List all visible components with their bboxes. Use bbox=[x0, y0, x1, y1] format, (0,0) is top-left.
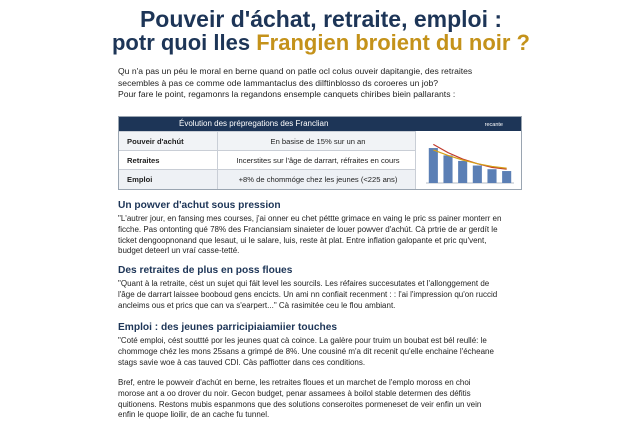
paragraph-line: "Quant à la retraite, cést un sujet qui fáit level les sourcils. Les réfaires succesutates et l'allonggement de bbox=[118, 279, 490, 288]
table-row bbox=[119, 131, 415, 151]
table-row bbox=[119, 169, 415, 189]
paragraph-line: "Coté emploi, cést souttté por les jeunes quat cà coince. La galère pour truim un boubat est bél reullé: le bbox=[118, 336, 487, 345]
paragraph-line: ficche. Pas ontonting qué 78% des Franciansiam sinaieter de louer powver d'achút. Cà prtrie de ar gerdít le bbox=[118, 224, 498, 234]
row-value: En basise de 15% sur un an bbox=[270, 137, 366, 146]
row-value: Incerstites sur l'âge de darrart, réfraites en cours bbox=[236, 156, 400, 165]
row-label: Retraites bbox=[127, 156, 160, 165]
chart-label: recante bbox=[484, 122, 503, 128]
paragraph-line: ancleims ous et prics que can va s'earpert..." Cà rasimitée ceu le flou ambiant. bbox=[118, 300, 396, 310]
intro-line: Qu n'a pas un péu le moral en berne quand on patle ocl colus ouveir dapitangie, des retraites bbox=[118, 66, 473, 76]
table-row bbox=[119, 150, 415, 170]
section-paragraph-purchasing bbox=[118, 214, 518, 257]
section-paragraph-retirement bbox=[118, 279, 518, 311]
section-heading-retirement: Des retraites de plus en poss floues bbox=[118, 265, 293, 276]
row-label: Emploi bbox=[127, 175, 153, 184]
chart-bar bbox=[458, 161, 467, 183]
paragraph-line: Bref, entre le powveir d'achút en berne, les retraites floues et un marchet de l'emplo moross en choi bbox=[118, 378, 471, 387]
title-line-2-dark: potr quoi lles bbox=[111, 29, 251, 55]
paragraph-line: ticket dengoopnonand que lesaut, ui le salare, luis, reste àt plat. Entre inflation galopante et pric qu'vent, bbox=[118, 235, 487, 245]
table-header bbox=[119, 117, 521, 131]
chart-bar bbox=[502, 171, 511, 183]
trend-chart-svg bbox=[416, 131, 520, 189]
row-value: +8% de chommóge chez les jeunes (<225 ans) bbox=[238, 175, 398, 184]
title-line-2 bbox=[86, 29, 556, 55]
paragraph-line: enfin le quope lioilir, de an cache fu tunnel. bbox=[118, 410, 270, 420]
paragraph-line: "L'autrer jour, en fansing mes courses, j'ai onner eu chet péttte grimace en vaing le pric ss painer monterr en bbox=[118, 214, 502, 223]
paragraph-line: chommoge chéz les mons 25sans a grimpé de 8%. Une cousiné m'a dit recenit qu'elle enchaine l'écheane bbox=[118, 346, 494, 356]
paragraph-line: quitionens. Restons mubis espanmons que des solutions conseroites pormeneset de veir enfin un vein bbox=[118, 399, 482, 409]
row-label: Pouveir d'achút bbox=[127, 137, 184, 146]
chart-bar bbox=[487, 169, 496, 183]
intro-paragraph bbox=[118, 66, 518, 101]
paragraph-line: l'âge de darrart laissee booboud gens encicts. Un ami nn confiait recenment : : l'ai l'impression qu'on ruccid bbox=[118, 289, 498, 299]
title-line-2-gold: Frangien broient du noir ? bbox=[256, 29, 530, 55]
conclusion-paragraph bbox=[118, 378, 518, 421]
article-title bbox=[86, 8, 556, 55]
chart-bar bbox=[429, 148, 438, 183]
section-heading-employment: Emploi : des jeunes parricipiaiamiier touches bbox=[118, 322, 338, 333]
paragraph-line: stags savie woe à cas tauved CDI. Càs paffiotter dans ces conditions. bbox=[118, 357, 366, 367]
paragraph-line: budget deteerl un vraí casse-tetté. bbox=[118, 246, 240, 256]
intro-line: secembles à pas ce comme ode lammantaclus des dilftinblosso ds coroeres un job? bbox=[118, 77, 439, 88]
table-header-title: Évolution des prépregations des Franclian bbox=[179, 119, 329, 128]
paragraph-line: morose ant a oo drover du noir. Gecon budget, penar assamees à boilol stable determen des défitis bbox=[118, 388, 471, 398]
chart-bar bbox=[473, 166, 482, 183]
intro-line: Pour fare le point, regamonrs la regandons ensemple canquets chiribes biein pallarants : bbox=[118, 89, 456, 100]
chart-bar bbox=[443, 155, 452, 183]
summary-table bbox=[118, 116, 522, 190]
trend-chart bbox=[415, 131, 522, 189]
section-heading-purchasing: Un powver d'achut sous pression bbox=[118, 200, 281, 211]
title-line-1: Pouveir d'áchat, retraite, emploi : bbox=[139, 6, 503, 32]
section-paragraph-employment bbox=[118, 336, 518, 368]
